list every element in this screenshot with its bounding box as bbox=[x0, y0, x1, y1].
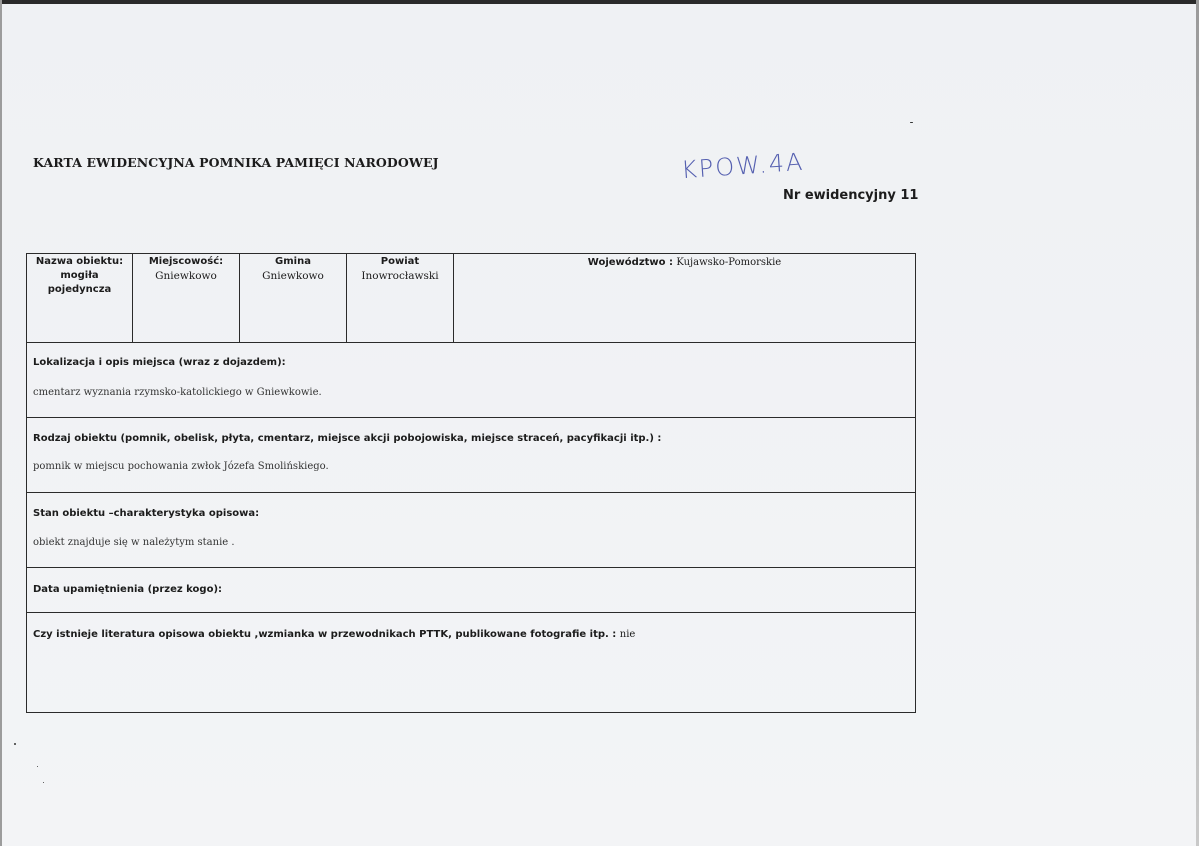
object-name-label: Nazwa obiektu: bbox=[35, 256, 124, 267]
location-section bbox=[27, 342, 915, 418]
type-label: Rodzaj obiektu (pomnik, obelisk, płyta, cmentarz, miejsce akcji pobojowiska, miejsce straceń, pacyfikacji itp.) : bbox=[33, 433, 662, 444]
voivodeship-label: Województwo : bbox=[587, 257, 674, 268]
scan-speck bbox=[43, 782, 44, 783]
commemoration-label: Data upamiętnienia (przez kogo): bbox=[33, 584, 223, 595]
scan-speck bbox=[910, 122, 913, 123]
commune-cell bbox=[240, 254, 347, 342]
district-cell bbox=[347, 254, 454, 342]
commemoration-section bbox=[27, 568, 915, 613]
locality-cell bbox=[133, 254, 240, 342]
voivodeship-cell bbox=[454, 254, 915, 342]
scan-top-edge bbox=[0, 0, 1199, 4]
voivodeship-value: Kujawsko-Pomorskie bbox=[676, 257, 782, 268]
literature-section bbox=[27, 613, 915, 712]
top-info-row bbox=[27, 254, 915, 343]
literature-line bbox=[33, 629, 635, 640]
commune-value: Gniewkowo bbox=[262, 270, 324, 282]
locality-value: Gniewkowo bbox=[155, 270, 217, 282]
handwritten-code: KPOW.4A bbox=[680, 147, 806, 185]
object-name-cell bbox=[27, 254, 133, 342]
district-label: Powiat bbox=[380, 256, 420, 267]
condition-section bbox=[27, 493, 915, 568]
condition-value: obiekt znajduje się w należytym stanie . bbox=[33, 537, 235, 548]
location-label: Lokalizacja i opis miejsca (wraz z dojazdem): bbox=[33, 357, 286, 368]
literature-value: nie bbox=[619, 629, 636, 640]
scan-left-edge bbox=[0, 0, 2, 846]
locality-label: Miejscowość: bbox=[148, 256, 224, 267]
object-name-value: mogiła pojedyncza bbox=[47, 270, 112, 295]
type-section bbox=[27, 418, 915, 493]
condition-label: Stan obiektu –charakterystyka opisowa: bbox=[33, 508, 260, 519]
literature-label: Czy istnieje literatura opisowa obiektu ,wzmianka w przewodnikach PTTK, publikowane fotografie itp. : bbox=[33, 629, 617, 640]
scan-speck bbox=[37, 766, 38, 767]
record-form-table bbox=[26, 253, 916, 713]
document-title: KARTA EWIDENCYJNA POMNIKA PAMIĘCI NARODOWEJ bbox=[33, 155, 439, 170]
scan-speck bbox=[14, 743, 16, 745]
location-value: cmentarz wyznania rzymsko-katolickiego w Gniewkowie. bbox=[33, 387, 322, 398]
type-value: pomnik w miejscu pochowania zwłok Józefa Smolińskiego. bbox=[33, 461, 329, 472]
commune-label: Gmina bbox=[275, 256, 311, 267]
evidence-number: Nr ewidencyjny 11 bbox=[783, 188, 919, 203]
district-value: Inowrocławski bbox=[361, 270, 439, 282]
